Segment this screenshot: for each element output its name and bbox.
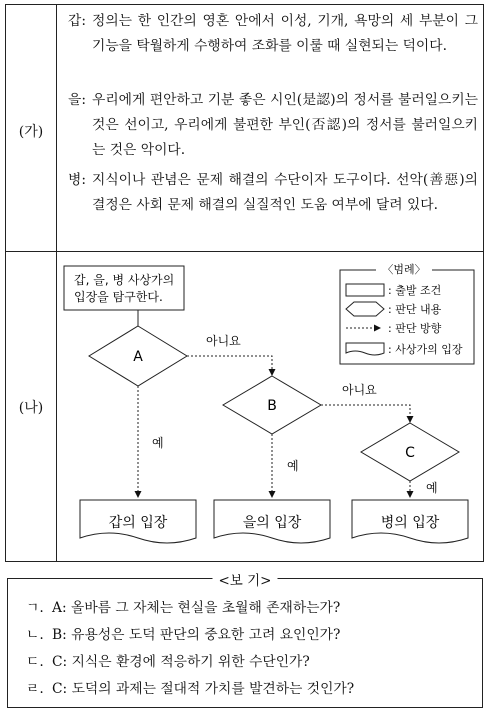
row-label-na: (나) — [18, 400, 44, 416]
a-no-label: 아니요 — [206, 334, 241, 348]
bogi-item-1 — [26, 596, 340, 616]
legend-wave-icon — [346, 343, 384, 355]
bogi-text-3: C: 지식은 환경에 적응하기 위한 수단인가? — [52, 654, 310, 670]
b-no-label: 아니요 — [342, 383, 377, 397]
start-box-line-1: 갑, 을, 병 사상가의 — [74, 273, 175, 287]
legend-title: 범례 — [393, 263, 415, 276]
decision-c-label: C — [405, 445, 415, 461]
bogi-text-1: A: 올바름 그 자체는 현실을 초월해 존재하는가? — [52, 600, 341, 616]
arrow-a-no — [187, 356, 272, 375]
bogi-key-4: ㄹ. — [26, 681, 44, 697]
decision-b-label: B — [267, 398, 277, 414]
arrow-b-no — [321, 405, 410, 422]
speaker-gap: 갑: — [68, 13, 86, 29]
bogi-text-2: B: 유용성은 도덕 판단의 중요한 고려 요인인가? — [52, 627, 341, 643]
bogi-title: <보 기> — [213, 569, 278, 589]
outcome-eul-label: 을의 입장 — [242, 515, 302, 531]
row-label-ga: (가) — [18, 124, 44, 140]
speaker-byeong: 병: — [68, 172, 86, 188]
bogi-key-2: ㄴ. — [26, 627, 44, 643]
legend-diamond-icon — [346, 302, 384, 316]
outcome-gap-label: 갑의 입장 — [108, 515, 168, 531]
start-box-line-2: 입장을 탐구한다. — [74, 290, 163, 304]
bogi-box — [7, 573, 483, 708]
bogi-key-3: ㄷ. — [26, 654, 44, 670]
bogi-key-1: ㄱ. — [26, 600, 44, 616]
b-yes-label: 예 — [287, 459, 299, 473]
legend-item-direction: : 판단 방향 — [388, 322, 442, 335]
statement-eul-text: 우리에게 편안하고 기분 좋은 시인(是認)의 정서를 불러일으키는 것은 선이고, 우리에게 불편한 부인(否認)의 정서를 불러일으키는 것은 악이다. — [92, 92, 478, 158]
legend-rect-icon — [346, 284, 384, 296]
statement-byeong-text: 지식이나 관념은 문제 해결의 수단이자 도구이다. 선악(善惡)의 결정은 사회 문제 해결의 실질적인 도움 여부에 달려 있다. — [92, 172, 478, 213]
c-yes-label: 예 — [426, 481, 438, 495]
statement-gap-text: 정의는 한 인간의 영혼 안에서 이성, 기개, 욕망의 세 부분이 그 기능을 탁월하게 수행하여 조화를 이룰 때 실현되는 덕이다. — [92, 13, 478, 54]
speaker-eul: 을: — [68, 92, 86, 108]
bogi-item-3 — [26, 650, 310, 670]
decision-a-label: A — [133, 349, 143, 365]
legend-item-position: : 사상가의 입장 — [388, 343, 463, 356]
outcome-byeong-label: 병의 입장 — [380, 515, 440, 531]
a-yes-label: 예 — [152, 436, 164, 450]
bogi-item-2 — [26, 623, 340, 643]
bogi-item-4 — [26, 677, 354, 697]
legend-item-judgment: : 판단 내용 — [388, 303, 442, 316]
legend-title-text: 〈범례〉 — [382, 263, 426, 276]
legend-item-start: : 출발 조건 — [388, 284, 442, 297]
bogi-text-4: C: 도덕의 과제는 절대적 가치를 발견하는 것인가? — [52, 681, 355, 697]
legend — [340, 262, 474, 364]
